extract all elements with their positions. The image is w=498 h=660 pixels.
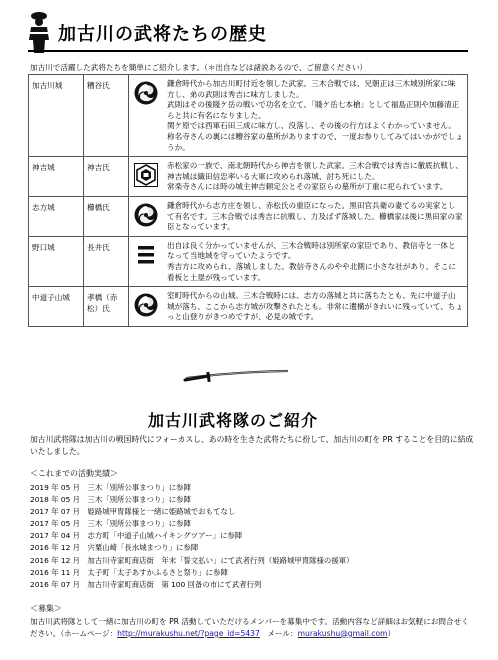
activity-item: 2018 年 05 月 三木「別所公事まつり」に参陣 (30, 495, 191, 505)
kikko-crest-icon (131, 163, 161, 187)
activity-item: 2017 年 05 月 三木「別所公事まつり」に参陣 (30, 519, 191, 529)
family-crest-cell (129, 75, 164, 157)
intro-text: 加古川で活躍した武将たちを簡単にご紹介します。（＊出自などは諸説あるので、ご留意ください） (30, 63, 368, 72)
activity-item: 2019 年 05 月 三木「別所公事まつり」に参陣 (30, 483, 191, 492)
generals-table (28, 74, 468, 327)
castle-name: 中道子山城 (29, 287, 84, 327)
activity-item: 2017 年 04 月 志方町「中道子山城ハイキングツアー」に参陣 (30, 531, 243, 541)
activities-heading: ＜これまでの活動実績＞ (30, 469, 118, 478)
clan-name: 櫛橋氏 (84, 196, 129, 236)
general-row (29, 287, 468, 327)
general-description (163, 196, 468, 236)
general-row (29, 75, 468, 157)
samurai-silhouette-icon (28, 10, 50, 54)
castle-name: 神吉城 (29, 157, 84, 197)
clan-name: 糟谷氏 (84, 75, 129, 157)
email-link[interactable]: murakushu@gmail.com (297, 628, 388, 638)
section2-description: 加古川武将隊は加古川の戦国時代にフォーカスし、あの時を生きた武将たちに扮して、加古川の町を PR することを目的に結成いたしました。 (30, 435, 474, 456)
section2-title: 加古川武将隊のご紹介 (148, 411, 319, 430)
recruit-body: 加古川武将隊として一緒に加古川の町を PR 活動していただけるメンバーを募集中です。活動内容など詳細はお気軽にお問合せください。（ホームページ： (30, 617, 469, 638)
family-crest-cell (129, 196, 164, 236)
general-description (163, 236, 468, 286)
general-description (163, 75, 468, 157)
activities-list (30, 482, 354, 591)
recruit-heading: ＜募集＞ (30, 604, 62, 613)
family-crest-cell (129, 287, 164, 327)
homepage-link[interactable]: http://murakushu.net/?page_id=5437 (117, 628, 260, 638)
description-paragraph: 出自は良く分かっていませんが、三木合戦時は別所家の家臣であり、教信寺と一体となって当地域を守っていたようです。 (167, 240, 456, 261)
recruit-text (30, 616, 476, 639)
recruit-mail-label: メール： (259, 628, 298, 638)
castle-name: 野口城 (29, 236, 84, 286)
katana-icon (183, 368, 293, 382)
general-description (163, 287, 468, 327)
hikiryo-crest-icon (131, 243, 161, 267)
general-row (29, 236, 468, 286)
description-paragraph: 常楽寺さんには時の城主神吉頼定公とその家臣らの墓所が丁重に祀られています。 (167, 182, 448, 192)
description-paragraph: 武則はその後賤ケ岳の戦いで功名を立て、「賤ケ岳七本槍」として福島正則や加藤清正らと共に有名になりました。 (167, 100, 460, 120)
recruit-close: ） (387, 628, 396, 638)
clan-name: 神吉氏 (84, 157, 129, 197)
general-row (29, 157, 468, 197)
activity-item: 2017 年 07 月 姫路城甲冑隊様と一緒に姫路城でおもてなし (30, 507, 236, 517)
castle-name: 志方城 (29, 196, 84, 236)
mitsudomoe-crest-icon (131, 293, 161, 317)
description-paragraph: 関ケ原では西軍石田三成に味方し、没落し、その後の行方はよくわかっていません。称名寺さんの裏には糟谷家の墓所がありますので、一度お参りしてみてはいかがでしょうか。 (167, 121, 463, 152)
activity-item: 2016 年 11 月 太子町「太子あすかふるさと祭り」に参陣 (30, 567, 228, 577)
description-paragraph: 鎌倉時代から志方庄を領し、赤松氏の重臣になった。黒田官兵衛の妻てるの実家として有名です。三木合戦では秀吉に抗戦し、力及ばず落城した。櫛橋家は後に黒田家の家臣となっています。 (167, 200, 463, 232)
page-title: 加古川の武将たちの歴史 (58, 24, 267, 45)
description-paragraph: 赤松家の一族で、南北朝時代から神吉を領した武家。三木合戦では秀吉に徹底抗戦し、神吉城は織田信忠率いる大軍に攻められ落城、討ち死にした。 (167, 161, 463, 181)
activity-item: 2016 年 07 月 加古川寺家町商店街 第 100 回备の市にて武者行列 (30, 579, 262, 589)
general-description (163, 157, 468, 197)
family-crest-cell (129, 157, 164, 197)
clan-name: 孝橋（赤松）氏 (84, 287, 129, 327)
clan-name: 長井氏 (84, 236, 129, 286)
page-header (28, 10, 468, 54)
activity-item: 2016 年 12 月 加古川寺家町商店街 年末「誓文払い」にて武者行列（姫路城甲冑隊様の援軍） (30, 555, 354, 565)
activity-item: 2016 年 12 月 宍粟山崎「長水城まつり」に参陣 (30, 543, 199, 553)
family-crest-cell (129, 236, 164, 286)
general-row (29, 196, 468, 236)
title-underline (28, 50, 468, 52)
description-paragraph: 室町時代からの山城。三木合戦時には、志方の落城と共に落ちたとも、先に中道子山城が落ち、ここから志方城が攻撃されたとも。非常に遺構がきれいに残っていて、ちょっと山登りがきつめですが、必見の城です。 (167, 291, 463, 322)
description-paragraph: 秀吉方に攻められ、落城しました。教信寺さんのやや北側に小さな社があり、そこに看板と土塁が残っています。 (167, 261, 457, 282)
castle-name: 加古川城 (29, 75, 84, 157)
mitsudomoe-crest-icon (131, 81, 161, 105)
mitsudomoe-crest-icon (131, 203, 161, 227)
description-paragraph: 鎌倉時代から加古川町付近を領した武家。三木合戦では、兄朝正は三木城別所家に味方し、弟の武則は秀吉に味方しました。 (167, 79, 456, 99)
